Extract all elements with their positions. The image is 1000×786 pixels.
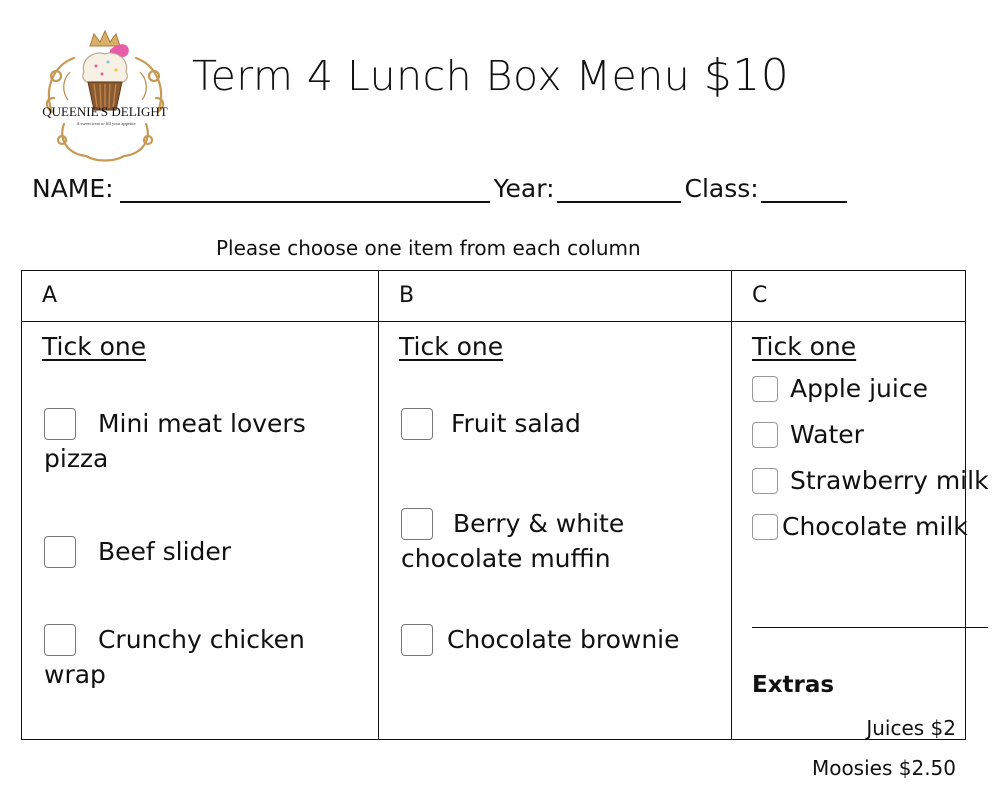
option-label: Crunchy chicken wrap [44,625,305,689]
option-chocolate-brownie[interactable] [401,622,701,657]
title-text: Term 4 Lunch Box Menu [192,52,691,100]
option-mini-meat-lovers-pizza[interactable] [44,406,344,476]
column-b-header: B [379,271,732,322]
checkbox[interactable] [44,624,76,656]
menu-table [21,270,989,780]
column-c-tick-one: Tick one [752,332,857,361]
column-a-tick-one: Tick one [42,332,147,361]
checkbox[interactable] [401,408,433,440]
drink-apple-juice[interactable] [752,374,928,403]
drink-chocolate-milk[interactable] [752,512,968,541]
checkbox[interactable] [44,408,76,440]
drink-water[interactable] [752,420,864,449]
drink-label: Chocolate milk [782,512,968,541]
drink-strawberry-milk[interactable] [752,466,989,495]
drink-label: Apple juice [790,374,928,403]
queenies-delight-logo [34,28,176,168]
option-fruit-salad[interactable] [401,406,701,441]
column-header-row [22,271,966,322]
name-label: NAME: [32,174,114,203]
option-label: Mini meat lovers pizza [44,409,306,473]
class-label: Class: [684,174,759,203]
checkbox[interactable] [401,508,433,540]
column-b-tick-one: Tick one [399,332,504,361]
extras-divider [752,627,988,628]
checkbox[interactable] [752,422,778,448]
column-c-cell [732,322,989,780]
checkbox[interactable] [752,468,778,494]
name-field[interactable] [120,175,490,203]
logo-brand-name: QUEENIE'S DELIGHT [42,104,168,119]
title-price: $10 [703,50,790,101]
column-a-header: A [22,271,379,322]
column-b-cell [379,322,732,740]
option-label: Chocolate brownie [446,625,680,654]
student-details-line [32,174,851,203]
checkbox[interactable] [44,536,76,568]
extra-juices-price: Juices $2 [866,716,956,740]
option-label: Berry & white chocolate muffin [401,509,625,573]
checkbox[interactable] [752,376,778,402]
page-title [192,50,789,101]
class-field[interactable] [761,175,847,203]
option-berry-white-chocolate-muffin[interactable] [401,506,701,576]
option-label: Fruit salad [450,409,581,438]
logo-tagline: A sweet treat to fill your appetite [76,121,136,126]
options-row [22,322,966,740]
extras-heading: Extras [752,672,835,698]
cupcake-logo-icon [34,28,176,168]
column-c-header: C [732,271,966,322]
checkbox[interactable] [752,514,778,540]
year-field[interactable] [557,175,681,203]
extra-moosies-price: Moosies $2.50 [811,756,956,780]
option-crunchy-chicken-wrap[interactable] [44,622,344,692]
year-label: Year: [493,174,555,203]
drink-label: Water [790,420,864,449]
option-label: Beef slider [97,537,232,566]
drink-label: Strawberry milk [790,466,989,495]
option-beef-slider[interactable] [44,534,344,569]
checkbox[interactable] [401,624,433,656]
instruction-text: Please choose one item from each column [216,236,641,260]
column-a-cell [22,322,379,740]
